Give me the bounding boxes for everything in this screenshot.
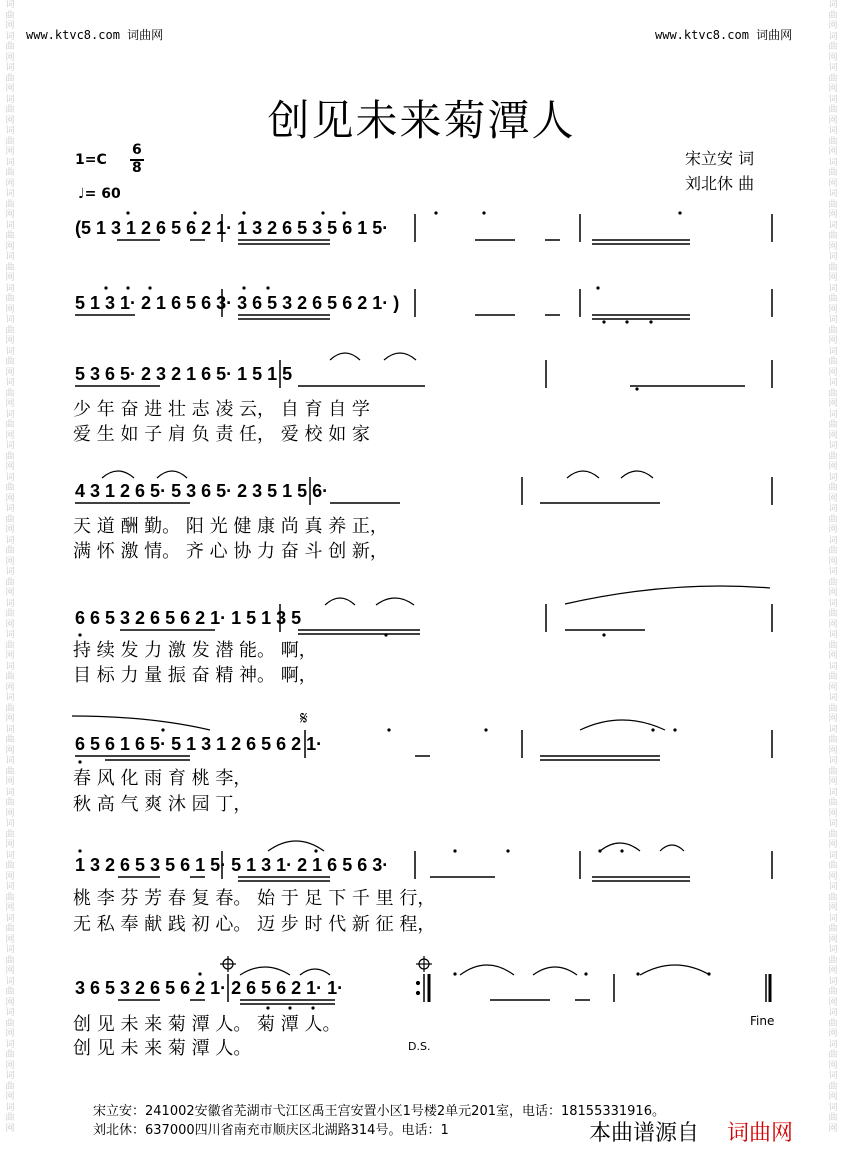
time-signature-bottom: 8 <box>132 160 142 176</box>
lyric-row-6a: 春 风 化 雨 育 桃 李， <box>73 768 252 789</box>
lyric-row-8a: 创 见 未 来 菊 潭 人。 菊 潭 人。 <box>73 1014 341 1035</box>
lyric-row-4b: 满 怀 激 情。 齐 心 协 力 奋 斗 创 新， <box>73 541 388 562</box>
footer-lyricist-address: 宋立安：241002安徽省芜湖市弋江区禹王宫安置小区1号楼2单元201室，电话：18155331916。 <box>93 1104 665 1119</box>
side-watermark-right: 词曲网词曲网词曲网词曲网词曲网词曲网词曲网词曲网词曲网词曲网词曲网词曲网词曲网词曲网词曲网词曲网词曲网词曲网词曲网词曲网词曲网词曲网词曲网词曲网词曲网词曲网词曲网词曲网词曲网词曲网词曲网词曲网词曲网词曲网词曲网词曲网 <box>828 0 838 1134</box>
fine-mark: Fine <box>750 1014 775 1028</box>
site-watermark-right[interactable]: www.ktvc8.com 词曲网 <box>655 28 793 42</box>
footer-composer-address: 刘北休：637000四川省南充市顺庆区北湖路314号。电话：1 <box>93 1123 449 1138</box>
lyric-row-5b: 目 标 力 量 振 奋 精 神。 啊， <box>73 665 317 686</box>
song-title: 创见未来菊潭人 <box>267 96 576 145</box>
notation-row-5: 6 6 5 3 2 6 5 6 2 1· 1 5 1 3 5 <box>75 608 302 628</box>
site-watermark-left[interactable]: www.ktvc8.com 词曲网 <box>26 28 164 42</box>
lyric-row-7a: 桃 李 芬 芳 春 复 春。 始 于 足 下 千 里 行， <box>73 888 436 909</box>
lyric-row-8b: 创 见 未 来 菊 潭 人。 <box>73 1038 252 1059</box>
notation-row-4: 4 3 1 2 6 5· 5 3 6 5· 2 3 5 1 5 6· <box>75 481 329 501</box>
composer-credit: 刘北休 曲 <box>685 174 755 193</box>
key-signature: 1=C <box>75 152 107 168</box>
beams <box>75 240 745 1004</box>
source-label: 本曲谱源自 <box>589 1121 700 1146</box>
ds-mark: D.S. <box>408 1040 431 1053</box>
time-signature-top: 6 <box>132 142 142 158</box>
lyric-row-3a: 少 年 奋 进 壮 志 凌 云， 自 育 自 学 <box>73 399 370 420</box>
lyric-row-4a: 天 道 酬 勤。 阳 光 健 康 尚 真 养 正， <box>73 516 388 537</box>
lyricist-credit: 宋立安 词 <box>685 149 755 168</box>
side-watermark-left: 词曲网词曲网词曲网词曲网词曲网词曲网词曲网词曲网词曲网词曲网词曲网词曲网词曲网词曲网词曲网词曲网词曲网词曲网词曲网词曲网词曲网词曲网词曲网词曲网词曲网词曲网词曲网词曲网词曲网词曲网词曲网词曲网词曲网词曲网词曲网词曲网 <box>5 0 15 1134</box>
notation-row-3: 5 3 6 5· 2 3 2 1 6 5· 1 5 1 5 <box>75 364 293 384</box>
bar-lines <box>222 214 772 1002</box>
source-site-link[interactable]: 词曲网 <box>727 1121 794 1146</box>
octave-dots <box>78 211 710 1009</box>
notation-row-6: 6 5 6 1 6 5· 5 1 3 1 2 6 5 6 2 1· <box>75 734 323 754</box>
lyric-row-7b: 无 私 奉 献 践 初 心。 迈 步 时 代 新 征 程， <box>73 914 436 935</box>
notation-row-8: 3 6 5 3 2 6 5 6 2 1· 2 6 5 6 2 1· 1· <box>75 978 344 998</box>
repeat-bars <box>416 974 770 1002</box>
lyric-row-5a: 持 续 发 力 激 发 潜 能。 啊， <box>73 640 317 661</box>
notation-row-7: 1 3 2 6 5 3 5 6 1 5· 5 1 3 1· 2 1 6 5 6 3· <box>75 855 389 875</box>
tempo-marking: ♩= 60 <box>78 186 121 202</box>
lyric-row-6b: 秋 高 气 爽 沐 园 丁， <box>73 794 252 815</box>
segno-mark: 𝄋 <box>300 708 308 729</box>
notation-row-2: 5 1 3 1· 2 1 6 5 6 3· 3 6 5 3 2 6 5 6 2 1· ) <box>75 293 400 313</box>
notation-row-1: (5 1 3 1 2 6 5 6 2 1· 1 3 2 6 5 3 5 6 1 5· <box>75 218 389 238</box>
lyric-row-3b: 爱 生 如 子 肩 负 责 任， 爱 校 如 家 <box>73 424 370 445</box>
